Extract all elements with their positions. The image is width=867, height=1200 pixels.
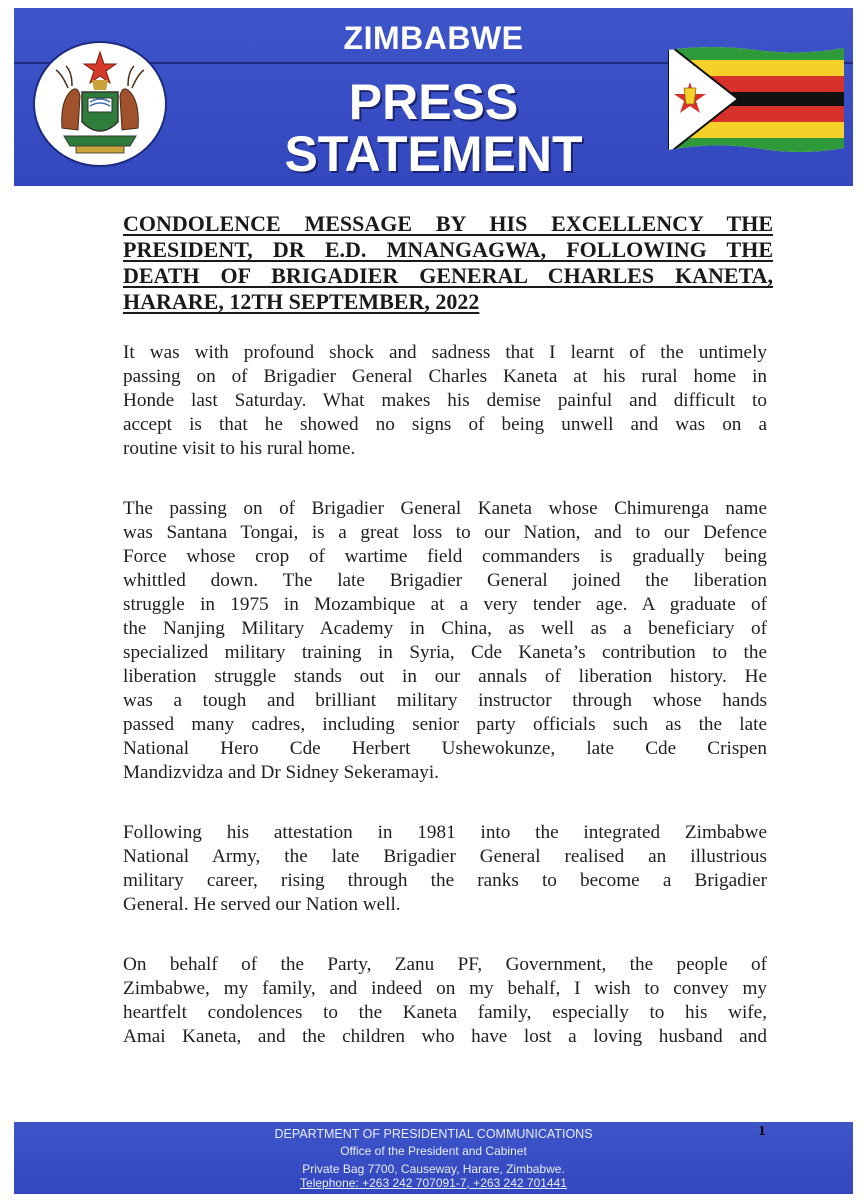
paragraph-1-line: Honde last Saturday. What makes his demise painful and difficult to — [123, 390, 767, 411]
paragraph-4-line: On behalf of the Party, Zanu PF, Government, the people of — [123, 954, 767, 975]
paragraph-4-line: Amai Kaneta, and the children who have lost a loving husband and — [123, 1026, 767, 1047]
statement-heading-line: DEATH OF BRIGADIER GENERAL CHARLES KANETA, — [123, 263, 773, 288]
paragraph-2-line: Mandizvidza and Dr Sidney Sekeramayi. — [123, 762, 439, 783]
paragraph-2-line: the Nanjing Military Academy in China, as well as a beneficiary of — [123, 618, 767, 639]
paragraph-2-line: specialized military training in Syria, Cde Kaneta’s contribution to the — [123, 642, 767, 663]
paragraph-1-line: passing on of Brigadier General Charles Kaneta at his rural home in — [123, 366, 767, 387]
footer-office: Office of the President and Cabinet — [340, 1144, 527, 1158]
paragraph-3-line: National Army, the late Brigadier General realised an illustrious — [123, 846, 767, 867]
paragraph-2-line: was a tough and brilliant military instructor through whose hands — [123, 690, 767, 711]
paragraph-3-line: Following his attestation in 1981 into the integrated Zimbabwe — [123, 822, 767, 843]
country-name: ZIMBABWE — [343, 20, 524, 56]
paragraph-4-line: Zimbabwe, my family, and indeed on my behalf, I wish to convey my — [123, 978, 767, 999]
coat-of-arms-icon — [32, 40, 168, 168]
paragraph-2-line: Force whose crop of wartime field commanders is gradually being — [123, 546, 767, 567]
paragraph-2-line: struggle in 1975 in Mozambique at a very tender age. A graduate of — [123, 594, 767, 615]
paragraph-3-line: military career, rising through the ranks to become a Brigadier — [123, 870, 767, 891]
paragraph-1-line: routine visit to his rural home. — [123, 438, 356, 459]
press-title-line2: STATEMENT — [284, 126, 583, 182]
page-number: 1 — [758, 1124, 766, 1139]
statement-heading-line: CONDOLENCE MESSAGE BY HIS EXCELLENCY THE — [123, 211, 773, 236]
paragraph-2-line: The passing on of Brigadier General Kaneta whose Chimurenga name — [123, 498, 767, 519]
footer-department: DEPARTMENT OF PRESIDENTIAL COMMUNICATIONS — [274, 1127, 593, 1141]
paragraph-1-line: It was with profound shock and sadness that I learnt of the untimely — [123, 342, 767, 363]
zimbabwe-flag-icon — [668, 44, 844, 154]
footer-telephone: Telephone: +263 242 707091-7, +263 242 701441 — [300, 1176, 567, 1190]
paragraph-2-line: passed many cadres, including senior party officials such as the late — [123, 714, 767, 735]
paragraph-1-line: accept is that he showed no signs of being unwell and was on a — [123, 414, 767, 435]
press-title-line1: PRESS — [348, 74, 519, 130]
paragraph-2-line: was Santana Tongai, is a great loss to our Nation, and to our Defence — [123, 522, 767, 543]
paragraph-2-line: liberation struggle stands out in our annals of liberation history. He — [123, 666, 767, 687]
statement-heading-line: HARARE, 12TH SEPTEMBER, 2022 — [123, 289, 480, 314]
paragraph-2-line: whittled down. The late Brigadier General joined the liberation — [123, 570, 767, 591]
statement-heading-line: PRESIDENT, DR E.D. MNANGAGWA, FOLLOWING THE — [123, 237, 773, 262]
paragraph-3-line: General. He served our Nation well. — [123, 894, 401, 915]
paragraph-2-line: National Hero Cde Herbert Ushewokunze, late Cde Crispen — [123, 738, 767, 759]
paragraph-4-line: heartfelt condolences to the Kaneta family, especially to his wife, — [123, 1002, 767, 1023]
footer-address: Private Bag 7700, Causeway, Harare, Zimbabwe. — [302, 1162, 565, 1176]
